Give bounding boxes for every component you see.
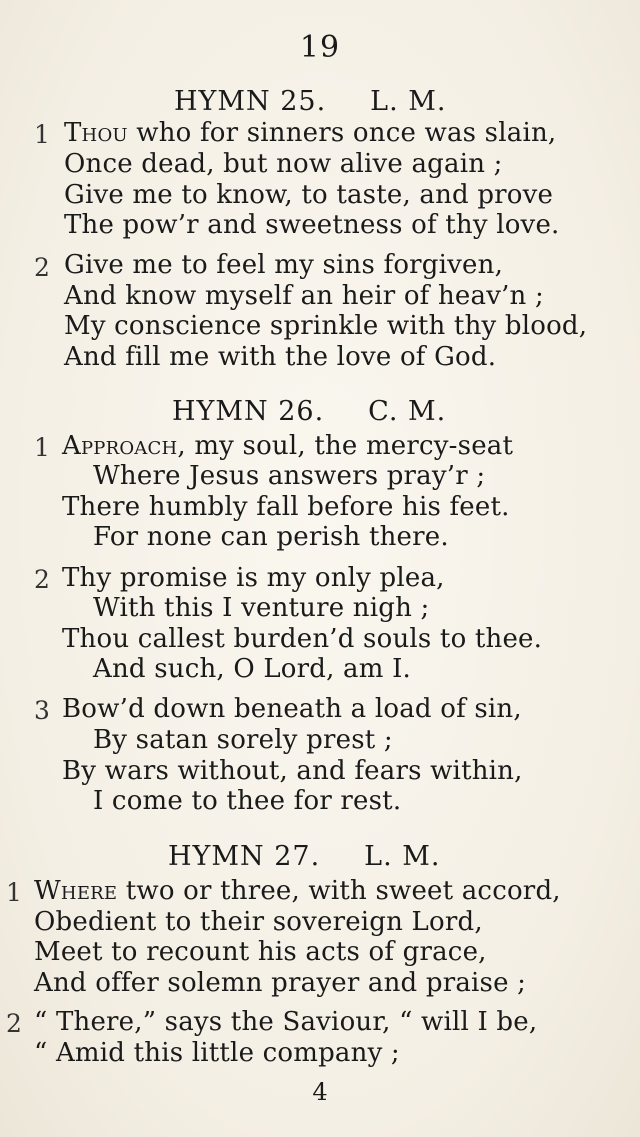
verse-line-text: who for sinners once was slain, xyxy=(127,118,557,148)
verse-line: Once dead, but now alive again ; xyxy=(64,149,503,179)
verse-line: Where Jesus answers pray’r ; xyxy=(93,461,486,491)
verse-line xyxy=(62,431,513,461)
verse-line: And offer solemn prayer and praise ; xyxy=(34,968,527,998)
verse-line: I come to thee for rest. xyxy=(93,786,402,816)
hymn-26-heading xyxy=(172,396,446,427)
verse-line: And fill me with the love of God. xyxy=(64,342,497,372)
verse-line: For none can perish there. xyxy=(93,522,449,552)
verse-line: With this I venture nigh ; xyxy=(93,593,430,623)
verse-line xyxy=(64,118,556,148)
verse-lead-word: Where xyxy=(34,876,118,906)
hymn-title: HYMN 26. xyxy=(172,396,325,427)
verse-line: Thy promise is my only plea, xyxy=(62,563,445,593)
verse-line: Give me to know, to taste, and prove xyxy=(64,180,554,210)
verse-line xyxy=(34,876,561,906)
verse-line: My conscience sprinkle with thy blood, xyxy=(64,311,588,341)
verse-number: 1 xyxy=(34,120,50,149)
verse-lead-word: Thou xyxy=(64,118,128,148)
verse-lead-word: Approach xyxy=(62,431,178,461)
verse-line: By wars without, and fears within, xyxy=(62,756,523,786)
verse-line-text: two or three, with sweet accord, xyxy=(117,876,561,906)
verse-line: “ Amid this little company ; xyxy=(34,1038,400,1068)
verse-line: Bow’d down beneath a load of sin, xyxy=(62,694,522,724)
verse-number: 2 xyxy=(6,1009,22,1038)
verse-line: Obedient to their sovereign Lord, xyxy=(34,907,483,937)
verse-number: 2 xyxy=(34,253,50,282)
verse-number: 1 xyxy=(34,433,50,462)
verse-line: By satan sorely prest ; xyxy=(93,725,393,755)
verse-line: Thou callest burden’d souls to thee. xyxy=(62,624,543,654)
verse-line-text: , my soul, the mercy-seat xyxy=(177,431,514,461)
hymn-meter: C. M. xyxy=(368,396,447,427)
verse-number: 3 xyxy=(34,696,50,725)
verse-line: “ There,” says the Saviour, “ will I be, xyxy=(34,1007,538,1037)
verse-line: The pow’r and sweetness of thy love. xyxy=(64,210,560,240)
verse-line: And know myself an heir of heav’n ; xyxy=(64,281,544,311)
verse-line: There humbly fall before his feet. xyxy=(62,492,510,522)
verse-number: 2 xyxy=(34,565,50,594)
hymn-title: HYMN 27. xyxy=(168,841,321,872)
hymn-27-heading xyxy=(168,841,441,872)
page-number: 19 xyxy=(299,30,341,65)
verse-line: And such, O Lord, am I. xyxy=(93,654,412,684)
hymn-meter: L. M. xyxy=(364,841,441,872)
verse-line: Meet to recount his acts of grace, xyxy=(34,937,487,967)
hymn-meter: L. M. xyxy=(370,86,447,117)
verse-line: Give me to feel my sins forgiven, xyxy=(64,250,504,280)
verse-number: 1 xyxy=(6,878,22,907)
signature-mark: 4 xyxy=(312,1078,328,1106)
hymn-25-heading xyxy=(174,86,447,117)
hymn-title: HYMN 25. xyxy=(174,86,327,117)
